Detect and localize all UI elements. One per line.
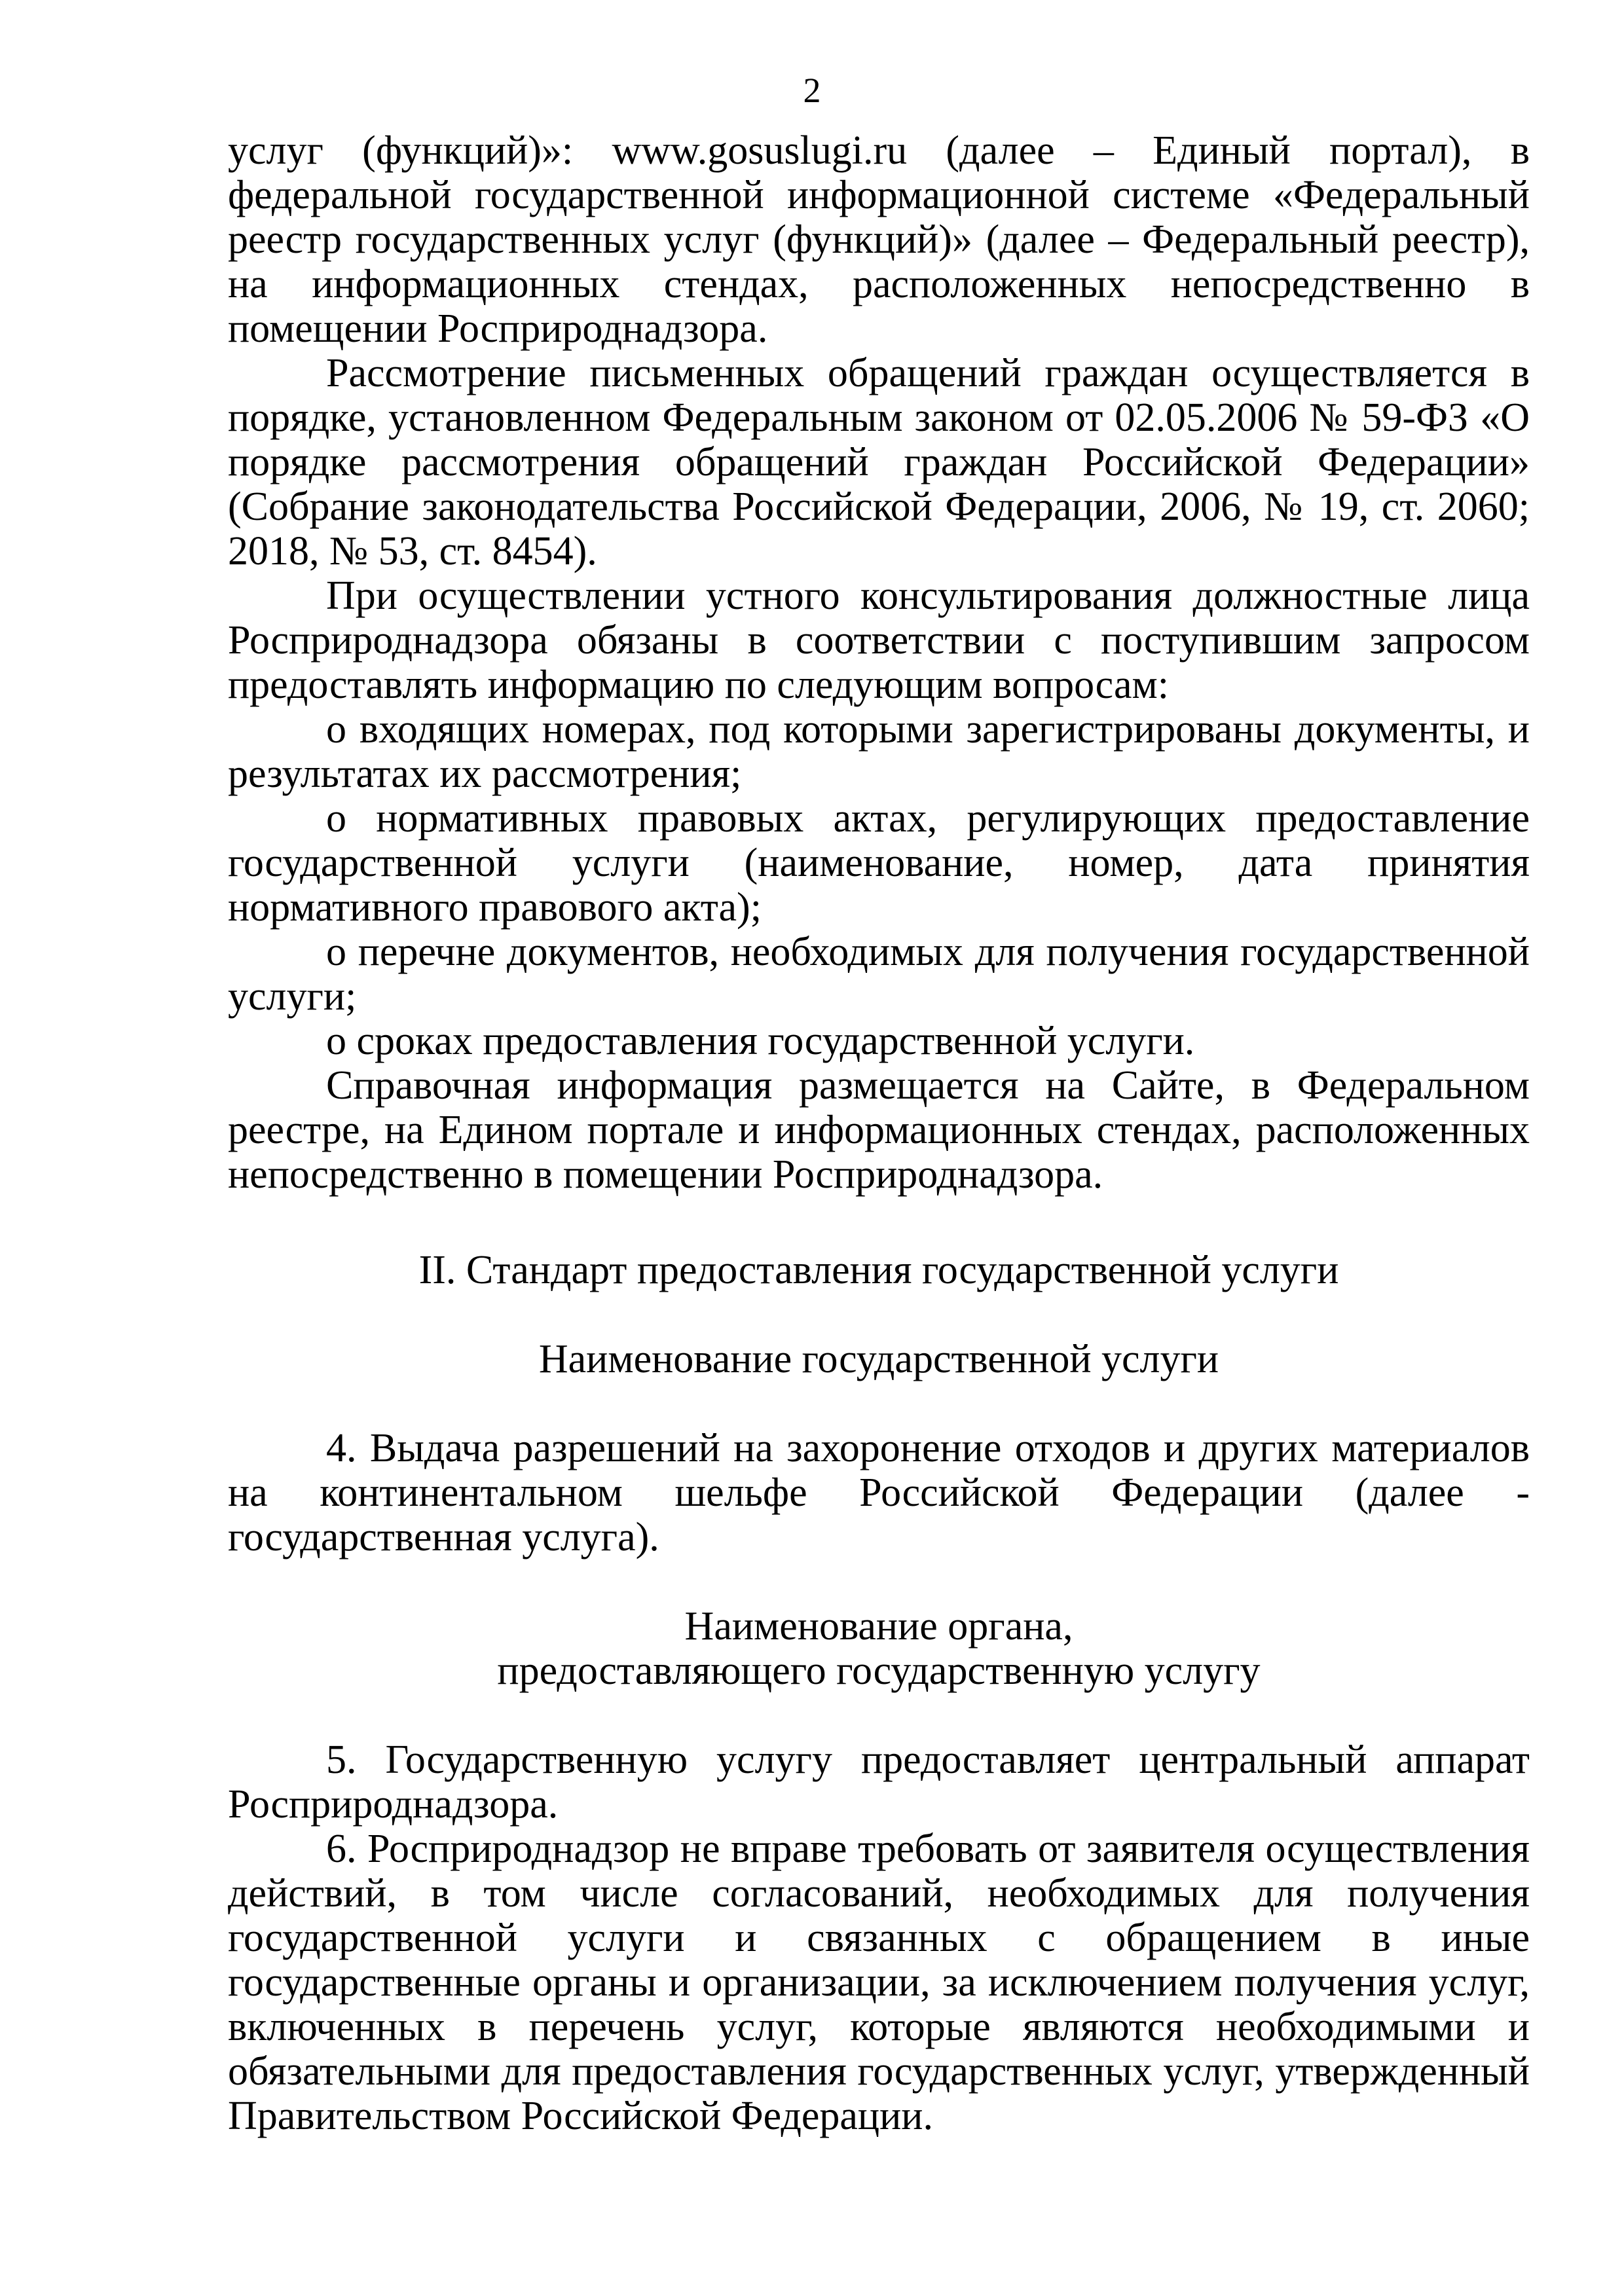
section-title: II. Стандарт предоставления государственной услуги <box>418 1248 1339 1292</box>
subheading-authority-line2: предоставляющего государственную услугу <box>497 1649 1261 1693</box>
page-number: 2 <box>803 71 821 110</box>
paragraph-5: 5. Государственную услугу предоставляет центральный аппарат Росприроднадзора. <box>228 1738 1530 1827</box>
paragraph-6: 6. Росприроднадзор не вправе требовать от заявителя осуществления действий, в том числе согласований, необходимых для получения государственной услуги и связанных с обращением в иные государственные органы и организации, за исключением получения услуг, включенных в перечень услуг, которые являются необходимыми и обязательными для предоставления государственных услуг, утвержденный Правительством Российской Федерации. <box>228 1827 1530 2138</box>
paragraph-4: 4. Выдача разрешений на захоронение отходов и других материалов на континентальном шельфе Российской Федерации (далее - государственная услуга). <box>228 1426 1530 1559</box>
paragraph-written-appeals: Рассмотрение письменных обращений граждан осуществляется в порядке, установленном Федеральным законом от 02.05.2006 № 59-ФЗ «О порядке рассмотрения обращений граждан Российской Федерации» (Собрание законодательства Российской Федерации, 2006, № 19, ст. 2060; 2018, № 53, ст. 8454). <box>228 351 1530 574</box>
list-item-incoming-numbers: о входящих номерах, под которыми зарегистрированы документы, и результатах их рассмотрения; <box>228 707 1530 796</box>
subheading-service-name: Наименование государственной услуги <box>538 1337 1219 1381</box>
subheading-authority-line1: Наименование органа, <box>684 1604 1073 1649</box>
paragraph-portal-info: услуг (функций)»: www.gosuslugi.ru (далее – Единый портал), в федеральной государственной информационной системе «Федеральный реестр государственных услуг (функций)» (далее – Федеральный реестр), на информационных стендах, расположенных непосредственно в помещении Росприроднадзора. <box>228 128 1530 351</box>
list-item-normative-acts: о нормативных правовых актах, регулирующих предоставление государственной услуги (наименование, номер, дата принятия нормативного правового акта); <box>228 796 1530 930</box>
list-item-service-terms: о сроках предоставления государственной услуги. <box>326 1019 1195 1063</box>
paragraph-reference-info: Справочная информация размещается на Сайте, в Федеральном реестре, на Едином портале и информационных стендах, расположенных непосредственно в помещении Росприроднадзора. <box>228 1063 1530 1197</box>
document-body <box>228 128 1530 2138</box>
list-item-documents-list: о перечне документов, необходимых для получения государственной услуги; <box>228 930 1530 1019</box>
paragraph-oral-consulting: При осуществлении устного консультирования должностные лица Росприроднадзора обязаны в соответствии с поступившим запросом предоставлять информацию по следующим вопросам: <box>228 574 1530 707</box>
subheading-authority <box>228 1604 1530 1693</box>
